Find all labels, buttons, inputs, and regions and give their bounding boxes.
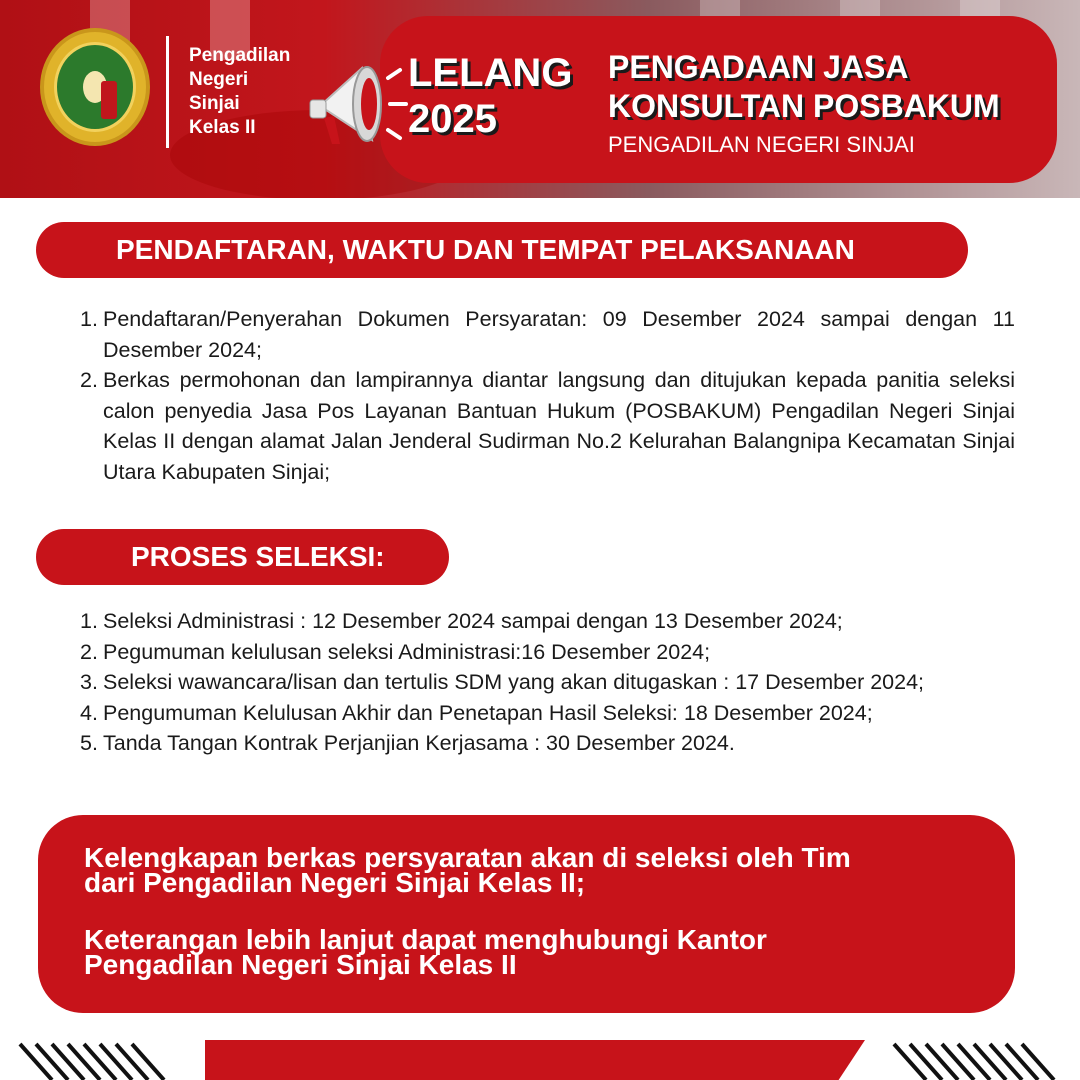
footer-band xyxy=(205,1040,865,1080)
list-item: 2. Berkas permohonan dan lampirannya diantar langsung dan ditujukan kepada panitia seleksi calon penyedia Jasa Pos Layanan Bantuan Hukum (POSBAKUM) Pengadilan Negeri Sinjai Kelas II dengan alamat Jalan Jenderal Sudirman No.2 Kelurahan Balangnipa Kecamatan Sinjai Utara Kabupaten Sinjai; xyxy=(80,368,1015,484)
logo-divider xyxy=(166,36,169,148)
registration-list xyxy=(80,304,1015,487)
footer-stripes-right xyxy=(890,1042,1060,1080)
list-item: 1. Pendaftaran/Penyerahan Dokumen Persyaratan: 09 Desember 2024 sampai dengan 11 Desember 2024; xyxy=(80,307,1015,362)
lelang-year: LELANG 2025 xyxy=(408,51,573,141)
list-item: 4. Pengumuman Kelulusan Akhir dan Penetapan Hasil Seleksi: 18 Desember 2024; xyxy=(80,700,873,725)
selection-list xyxy=(80,606,1015,759)
court-name: Pengadilan Negeri Sinjai Kelas II xyxy=(189,45,291,138)
footer-stripes-left xyxy=(18,1042,168,1080)
section-heading-selection: PROSES SELEKSI: xyxy=(36,529,449,585)
megaphone-icon xyxy=(300,48,410,168)
info-note-box xyxy=(38,815,1015,1013)
list-item: 2. Pegumuman kelulusan seleksi Administrasi:16 Desember 2024; xyxy=(80,639,711,664)
page-title: PENGADAAN JASA KONSULTAN POSBAKUM xyxy=(608,49,1000,124)
list-item: 3. Seleksi wawancara/lisan dan tertulis SDM yang akan ditugaskan : 17 Desember 2024; xyxy=(80,670,925,694)
list-item: 1. Seleksi Administrasi : 12 Desember 2024 sampai dengan 13 Desember 2024; xyxy=(80,609,843,633)
section-heading-registration: PENDAFTARAN, WAKTU DAN TEMPAT PELAKSANAAN xyxy=(36,222,968,278)
list-item: 5. Tanda Tangan Kontrak Perjanjian Kerjasama : 30 Desember 2024. xyxy=(80,731,735,755)
page-subtitle: PENGADILAN NEGERI SINJAI xyxy=(608,132,915,157)
court-emblem-icon xyxy=(40,28,150,146)
note-paragraph-contact: Keterangan lebih lanjut dapat menghubungi Kantor Pengadilan Negeri Sinjai Kelas II xyxy=(84,924,767,980)
note-paragraph-selection: Kelengkapan berkas persyaratan akan di seleksi oleh Tim dari Pengadilan Negeri Sinjai Kelas II; xyxy=(84,842,851,898)
